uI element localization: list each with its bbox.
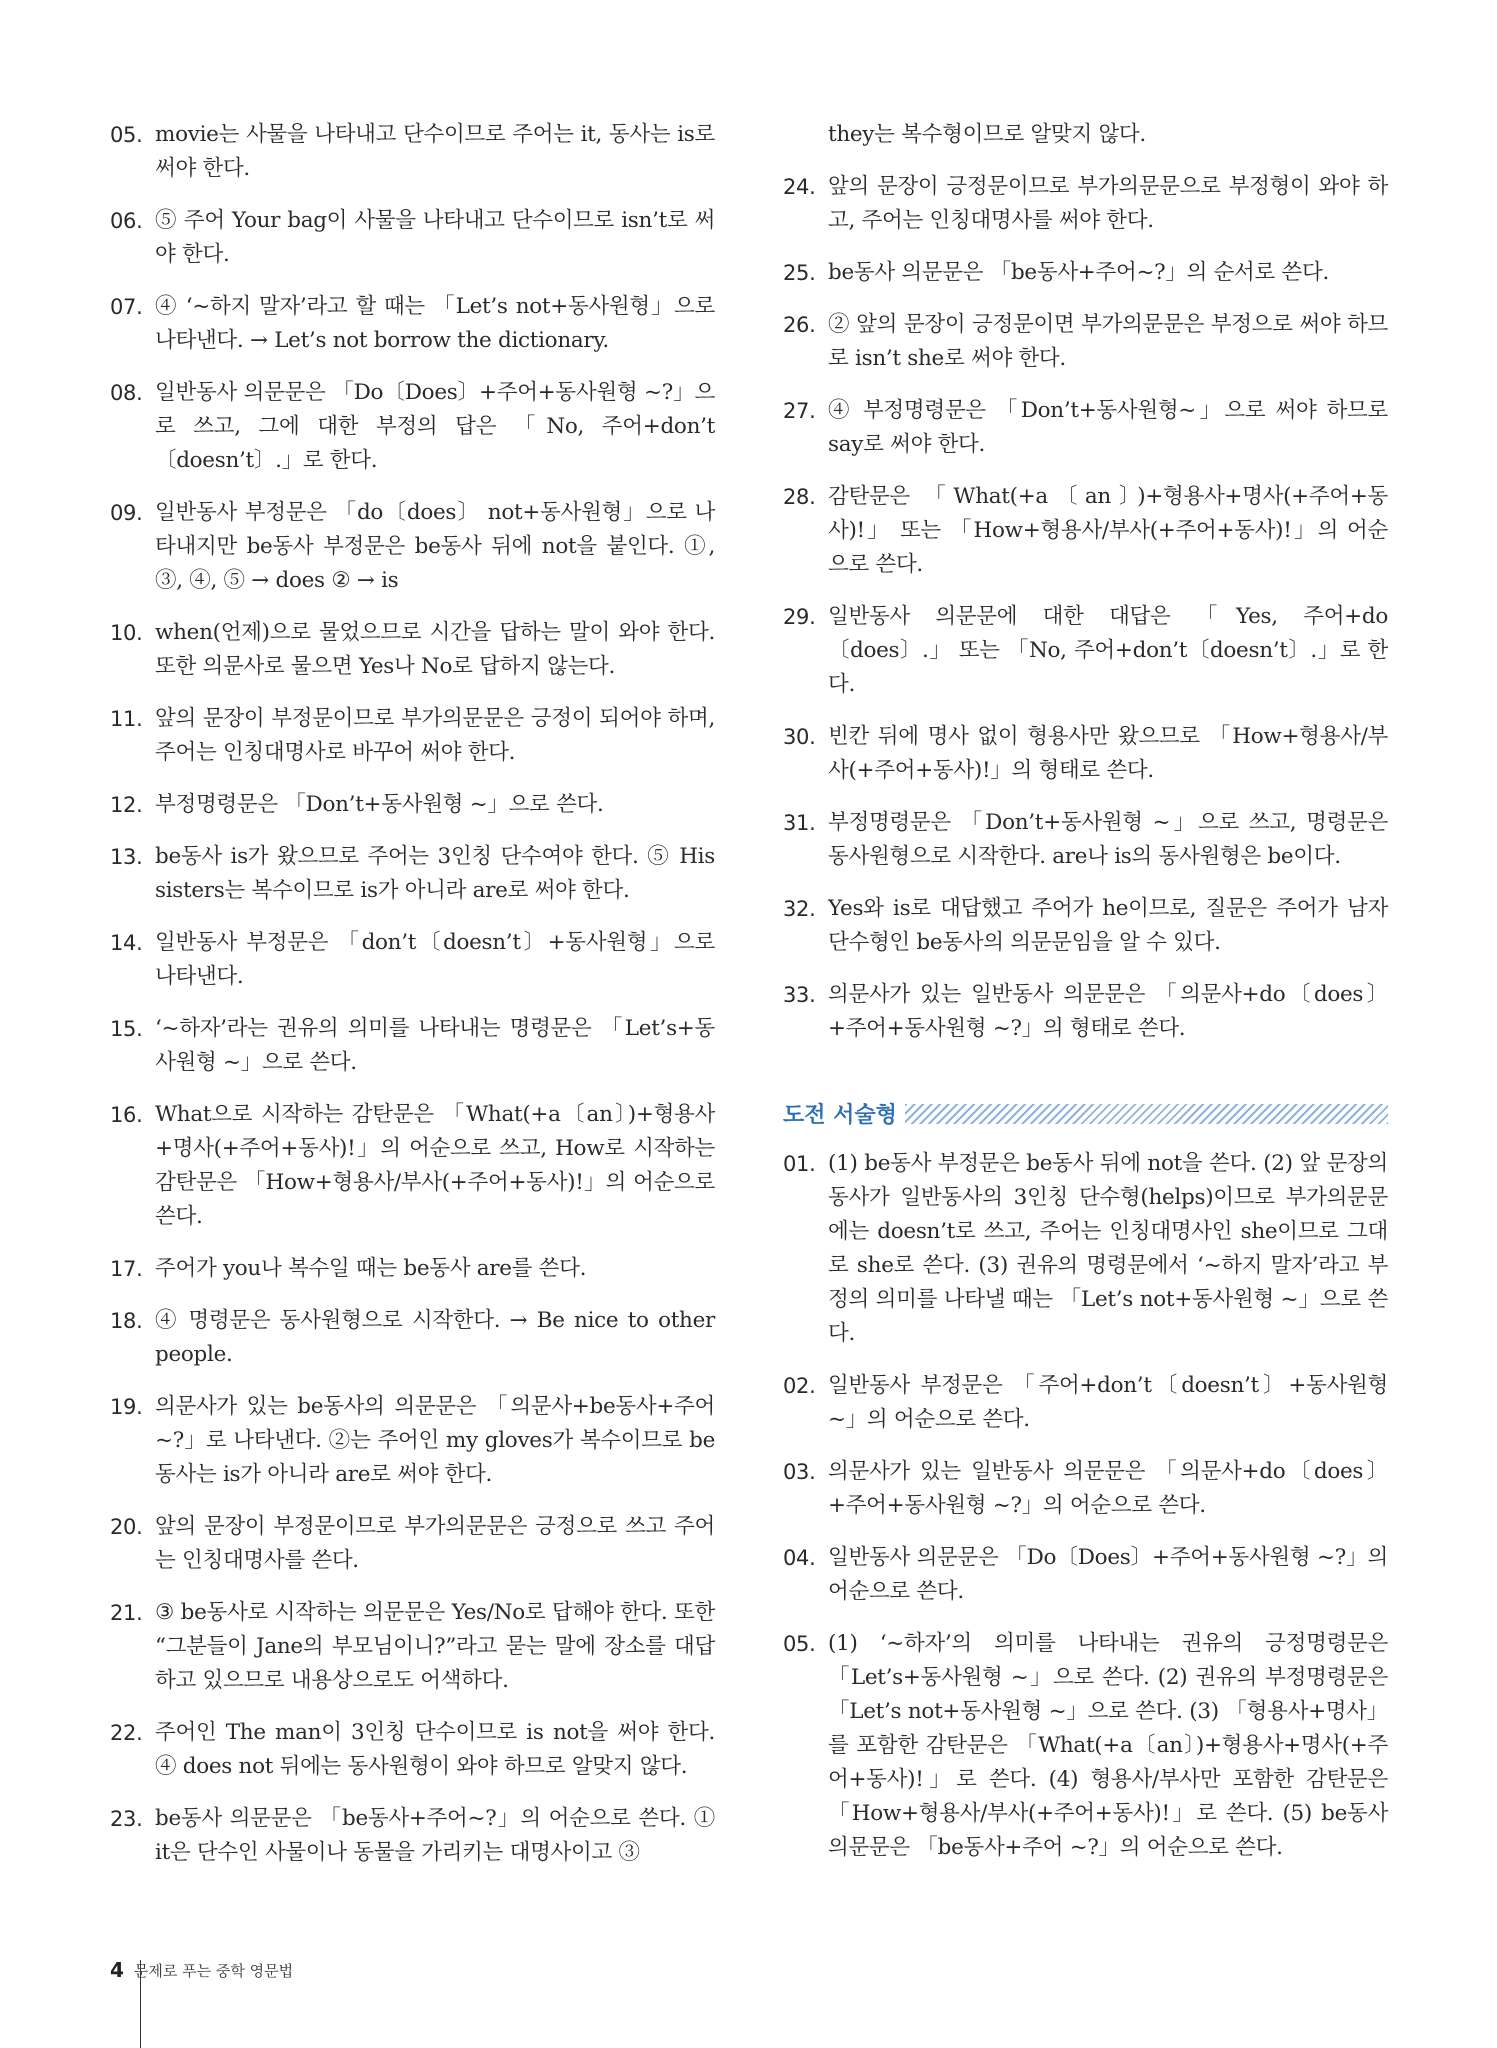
answer-text: 일반동사 부정문은 「do〔does〕 not+동사원형」으로 나타내지만 be동사 부정문은 be동사 뒤에 not을 붙인다. ①, ③, ④, ⑤ → does ② → is	[155, 500, 715, 593]
answer-text: 의문사가 있는 일반동사 의문문은 「의문사+do〔does〕+주어+동사원형 ~?」의 어순으로 쓴다.	[828, 1459, 1388, 1518]
answer-entry	[110, 1098, 715, 1234]
answer-number: 05.	[110, 123, 143, 147]
answer-number: 01.	[783, 1152, 816, 1176]
answer-text: ④ 부정명령문은 「Don’t+동사원형~」으로 써야 하므로 say로 써야 한다.	[828, 398, 1388, 457]
answer-entry	[110, 840, 715, 908]
answer-entry	[110, 1012, 715, 1080]
answer-text: (1) ‘~하자’의 의미를 나타내는 권유의 긍정명령문은 「Let’s+동사원형 ~」으로 쓴다. (2) 권유의 부정명령문은 「Let’s not+동사원형 ~」으로 쓴다. (3) 「형용사+명사」를 포함한 감탄문은 「What(+a〔an〕)+형용사+명사(+주어+동사)!」로 쓴다. (4) 형용사/부사만 포함한 감탄문은 「How+형용사/부사(+주어+동사)!」로 쓴다. (5) be동사 의문문은 「be동사+주어 ~?」의 어순으로 쓴다.	[828, 1631, 1388, 1860]
answer-entry	[783, 1147, 1388, 1351]
answer-number: 18.	[110, 1309, 143, 1333]
answer-number: 13.	[110, 845, 143, 869]
answer-text: ④ 명령문은 동사원형으로 시작한다. → Be nice to other people.	[155, 1308, 715, 1367]
answer-text: What으로 시작하는 감탄문은 「What(+a〔an〕)+형용사+명사(+주어+동사)!」의 어순으로 쓰고, How로 시작하는 감탄문은 「How+형용사/부사(+주어+동사)!」의 어순으로 쓴다.	[155, 1102, 715, 1229]
answer-number: 19.	[110, 1395, 143, 1419]
answer-entry	[110, 204, 715, 272]
answer-number: 10.	[110, 621, 143, 645]
answer-text: 앞의 문장이 긍정문이므로 부가의문문으로 부정형이 와야 하고, 주어는 인칭대명사를 써야 한다.	[828, 174, 1388, 233]
answer-number: 17.	[110, 1257, 143, 1281]
answer-entry	[110, 1304, 715, 1372]
answer-number: 03.	[783, 1460, 816, 1484]
answer-entry	[783, 1369, 1388, 1437]
answer-text: 앞의 문장이 부정문이므로 부가의문문은 긍정으로 쓰고 주어는 인칭대명사를 쓴다.	[155, 1514, 715, 1573]
answer-entry	[783, 1541, 1388, 1609]
answer-text: 감탄문은 「What(+a〔an〕)+형용사+명사(+주어+동사)!」 또는 「How+형용사/부사(+주어+동사)!」의 어순으로 쓴다.	[828, 484, 1388, 577]
answer-text: ④ ‘~하지 말자’라고 할 때는 「Let’s not+동사원형」으로 나타낸다. → Let’s not borrow the dictionary.	[155, 294, 715, 353]
answer-text: ③ be동사로 시작하는 의문문은 Yes/No로 답해야 한다. 또한 “그분들이 Jane의 부모님이니?”라고 묻는 말에 장소를 대답하고 있으므로 내용상으로도 어색하다.	[155, 1600, 715, 1693]
answer-text: ‘~하자’라는 권유의 의미를 나타내는 명령문은 「Let’s+동사원형 ~」으로 쓴다.	[155, 1016, 715, 1075]
answer-text: 앞의 문장이 부정문이므로 부가의문문은 긍정이 되어야 하며, 주어는 인칭대명사로 바꾸어 써야 한다.	[155, 706, 715, 765]
answer-entry	[783, 1455, 1388, 1523]
answer-text: Yes와 is로 대답했고 주어가 he이므로, 질문은 주어가 남자 단수형인 be동사의 의문문임을 알 수 있다.	[828, 896, 1388, 955]
answer-entry	[783, 1627, 1388, 1865]
answer-text: be동사 is가 왔으므로 주어는 3인칭 단수여야 한다. ⑤ His sisters는 복수이므로 is가 아니라 are로 써야 한다.	[155, 844, 715, 903]
answer-entry	[783, 256, 1388, 290]
answer-text: 일반동사 부정문은 「don’t〔doesn’t〕+동사원형」으로 나타낸다.	[155, 930, 715, 989]
section-header	[783, 1098, 1388, 1129]
section-answers	[783, 1147, 1388, 1865]
answer-number: 04.	[783, 1546, 816, 1570]
answer-text: ⑤ 주어 Your bag이 사물을 나타내고 단수이므로 isn’t로 써야 한다.	[155, 208, 715, 267]
answer-text: 의문사가 있는 일반동사 의문문은 「의문사+do〔does〕+주어+동사원형 ~?」의 형태로 쓴다.	[828, 982, 1388, 1041]
section-hatch-decoration	[905, 1104, 1388, 1124]
answer-number: 06.	[110, 209, 143, 233]
answer-text: 부정명령문은 「Don’t+동사원형 ~」으로 쓰고, 명령문은 동사원형으로 시작한다. are나 is의 동사원형은 be이다.	[828, 810, 1388, 869]
answer-number: 23.	[110, 1807, 143, 1831]
answer-number: 31.	[783, 811, 816, 835]
answer-entry	[110, 1390, 715, 1492]
answer-number: 05.	[783, 1632, 816, 1656]
answer-number: 28.	[783, 485, 816, 509]
answer-text: 주어인 The man이 3인칭 단수이므로 is not을 써야 한다. ④ does not 뒤에는 동사원형이 와야 하므로 알맞지 않다.	[155, 1720, 715, 1779]
answer-entry	[110, 1510, 715, 1578]
answer-text: (1) be동사 부정문은 be동사 뒤에 not을 쓴다. (2) 앞 문장의 동사가 일반동사의 3인칭 단수형(helps)이므로 부가의문문에는 doesn’t로 쓰고, 주어는 인칭대명사인 she이므로 그대로 she로 쓴다. (3) 권유의 명령문에서 ‘~하지 말자’라고 부정의 의미를 나타낼 때는 「Let’s not+동사원형 ~」으로 쓴다.	[828, 1151, 1388, 1346]
answer-number: 32.	[783, 897, 816, 921]
answer-number: 26.	[783, 313, 816, 337]
answer-text: 의문사가 있는 be동사의 의문문은 「의문사+be동사+주어 ~?」로 나타낸다. ②는 주어인 my gloves가 복수이므로 be동사는 is가 아니라 are로 써야 한다.	[155, 1394, 715, 1487]
answer-number: 22.	[110, 1721, 143, 1745]
answer-entry	[110, 1716, 715, 1784]
answer-entry	[110, 496, 715, 598]
page-footer	[110, 1958, 293, 1982]
answer-text: be동사 의문문은 「be동사+주어~?」의 어순으로 쓴다. ① it은 단수인 사물이나 동물을 가리키는 대명사이고 ③	[155, 1806, 715, 1865]
answer-entry	[783, 978, 1388, 1046]
answer-number: 20.	[110, 1515, 143, 1539]
answer-text: 일반동사 의문문은 「Do〔Does〕+주어+동사원형 ~?」으로 쓰고, 그에 대한 부정의 답은 「No, 주어+don’t〔doesn’t〕.」로 한다.	[155, 380, 715, 473]
answer-number: 33.	[783, 983, 816, 1007]
answer-entry	[783, 170, 1388, 238]
answer-text: 일반동사 의문문은 「Do〔Does〕+주어+동사원형 ~?」의 어순으로 쓴다.	[828, 1545, 1388, 1604]
answer-entry	[110, 290, 715, 358]
answer-text: 빈칸 뒤에 명사 없이 형용사만 왔으므로 「How+형용사/부사(+주어+동사)!」의 형태로 쓴다.	[828, 724, 1388, 783]
answer-text: 일반동사 부정문은 「주어+don’t〔doesn’t〕+동사원형 ~」의 어순으로 쓴다.	[828, 1373, 1388, 1432]
answer-entry	[110, 376, 715, 478]
answer-entry	[783, 480, 1388, 582]
answer-entry	[110, 616, 715, 684]
answer-entry	[110, 1252, 715, 1286]
right-column	[783, 118, 1388, 1883]
answer-entry	[783, 720, 1388, 788]
answer-number: 09.	[110, 501, 143, 525]
answer-text: 주어가 you나 복수일 때는 be동사 are를 쓴다.	[155, 1256, 587, 1281]
answer-number: 16.	[110, 1103, 143, 1127]
answer-entry	[110, 702, 715, 770]
answer-entry	[110, 1802, 715, 1870]
answer-entry	[110, 926, 715, 994]
answer-number: 27.	[783, 399, 816, 423]
answer-text: ② 앞의 문장이 긍정문이면 부가의문문은 부정으로 써야 하므로 isn’t she로 써야 한다.	[828, 312, 1388, 371]
answer-number: 07.	[110, 295, 143, 319]
answer-entry	[110, 788, 715, 822]
answer-number: 11.	[110, 707, 143, 731]
answer-entry	[783, 600, 1388, 702]
answer-number: 08.	[110, 381, 143, 405]
answer-number: 29.	[783, 605, 816, 629]
answer-number: 25.	[783, 261, 816, 285]
answer-entry	[110, 118, 715, 186]
answer-number: 02.	[783, 1374, 816, 1398]
answer-number: 12.	[110, 793, 143, 817]
answer-entry	[783, 394, 1388, 462]
answer-number: 21.	[110, 1601, 143, 1625]
answer-number: 15.	[110, 1017, 143, 1041]
right-column-answers	[783, 118, 1388, 1046]
answer-entry	[783, 308, 1388, 376]
answer-entry	[783, 892, 1388, 960]
book-title: 문제로 푸는 중학 영문법	[133, 1961, 294, 1980]
answer-number: 24.	[783, 175, 816, 199]
page-number: 4	[110, 1958, 124, 1982]
left-column	[110, 118, 715, 1888]
answer-number: 30.	[783, 725, 816, 749]
answer-text: 일반동사 의문문에 대한 대답은 「Yes, 주어+do〔does〕.」 또는 「No, 주어+don’t〔doesn’t〕.」로 한다.	[828, 604, 1388, 697]
answer-text: be동사 의문문은 「be동사+주어~?」의 순서로 쓴다.	[828, 260, 1330, 285]
answer-entry	[783, 118, 1388, 152]
answer-number: 14.	[110, 931, 143, 955]
answer-text: they는 복수형이므로 알맞지 않다.	[828, 122, 1146, 147]
answer-entry	[783, 806, 1388, 874]
answer-text: when(언제)으로 물었으므로 시간을 답하는 말이 와야 한다. 또한 의문사로 물으면 Yes나 No로 답하지 않는다.	[155, 620, 715, 679]
answer-entry	[110, 1596, 715, 1698]
section-title: 도전 서술형	[783, 1103, 897, 1128]
answer-text: 부정명령문은 「Don’t+동사원형 ~」으로 쓴다.	[155, 792, 604, 817]
answer-text: movie는 사물을 나타내고 단수이므로 주어는 it, 동사는 is로 써야 한다.	[155, 122, 715, 181]
